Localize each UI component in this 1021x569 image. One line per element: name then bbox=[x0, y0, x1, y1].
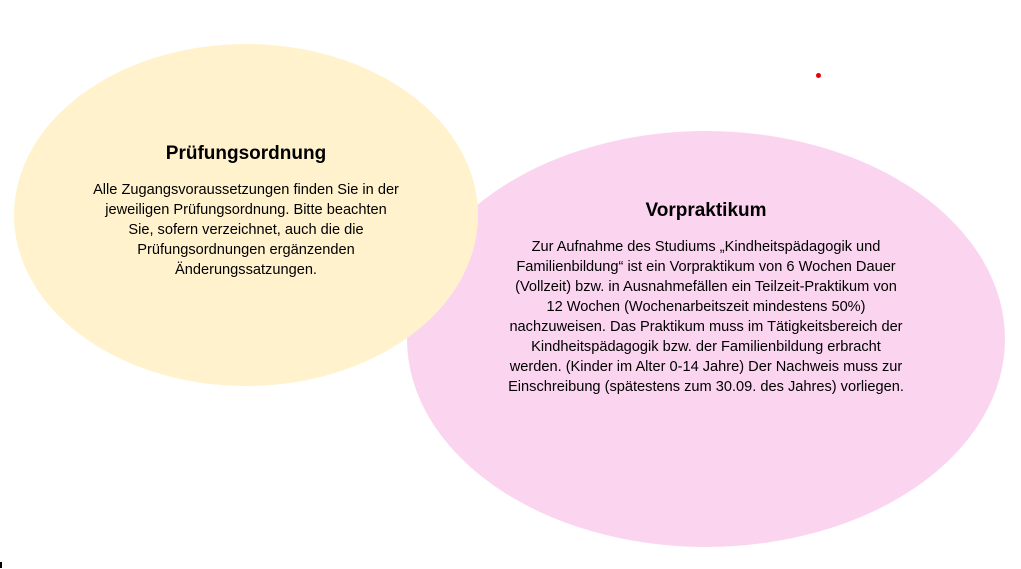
red-dot-marker bbox=[816, 73, 821, 78]
pruefungsordnung-title: Prüfungsordnung bbox=[165, 143, 327, 164]
corner-tick-mark bbox=[0, 562, 2, 568]
pruefungsordnung-content bbox=[92, 142, 400, 280]
vorpraktikum-title: Vorpraktikum bbox=[645, 200, 767, 221]
vorpraktikum-content bbox=[506, 199, 906, 397]
vorpraktikum-text: Zur Aufnahme des Studiums „Kindheitspädagogik und Familienbildung“ ist ein Vorpraktikum von 6 Wochen Dauer (Vollzeit) bzw. in Ausnahmefällen ein Teilzeit-Praktikum von 12 Wochen (Wochenarbeitszeit mindestens 50%) nachzuweisen. Das Praktikum muss im Tätigkeitsbereich der Kindheitspädagogik bzw. der Familienbildung erbracht werden. (Kinder im Alter 0-14 Jahre) Der Nachweis muss zur Einschreibung (spätestens zum 30.09. des Jahres) vorliegen. bbox=[508, 239, 904, 395]
pruefungsordnung-text: Alle Zugangsvoraussetzungen finden Sie in der jeweiligen Prüfungsordnung. Bitte beachten Sie, sofern verzeichnet, auch die die Prüfungsordnungen ergänzenden Änderungssatzungen. bbox=[93, 182, 399, 278]
